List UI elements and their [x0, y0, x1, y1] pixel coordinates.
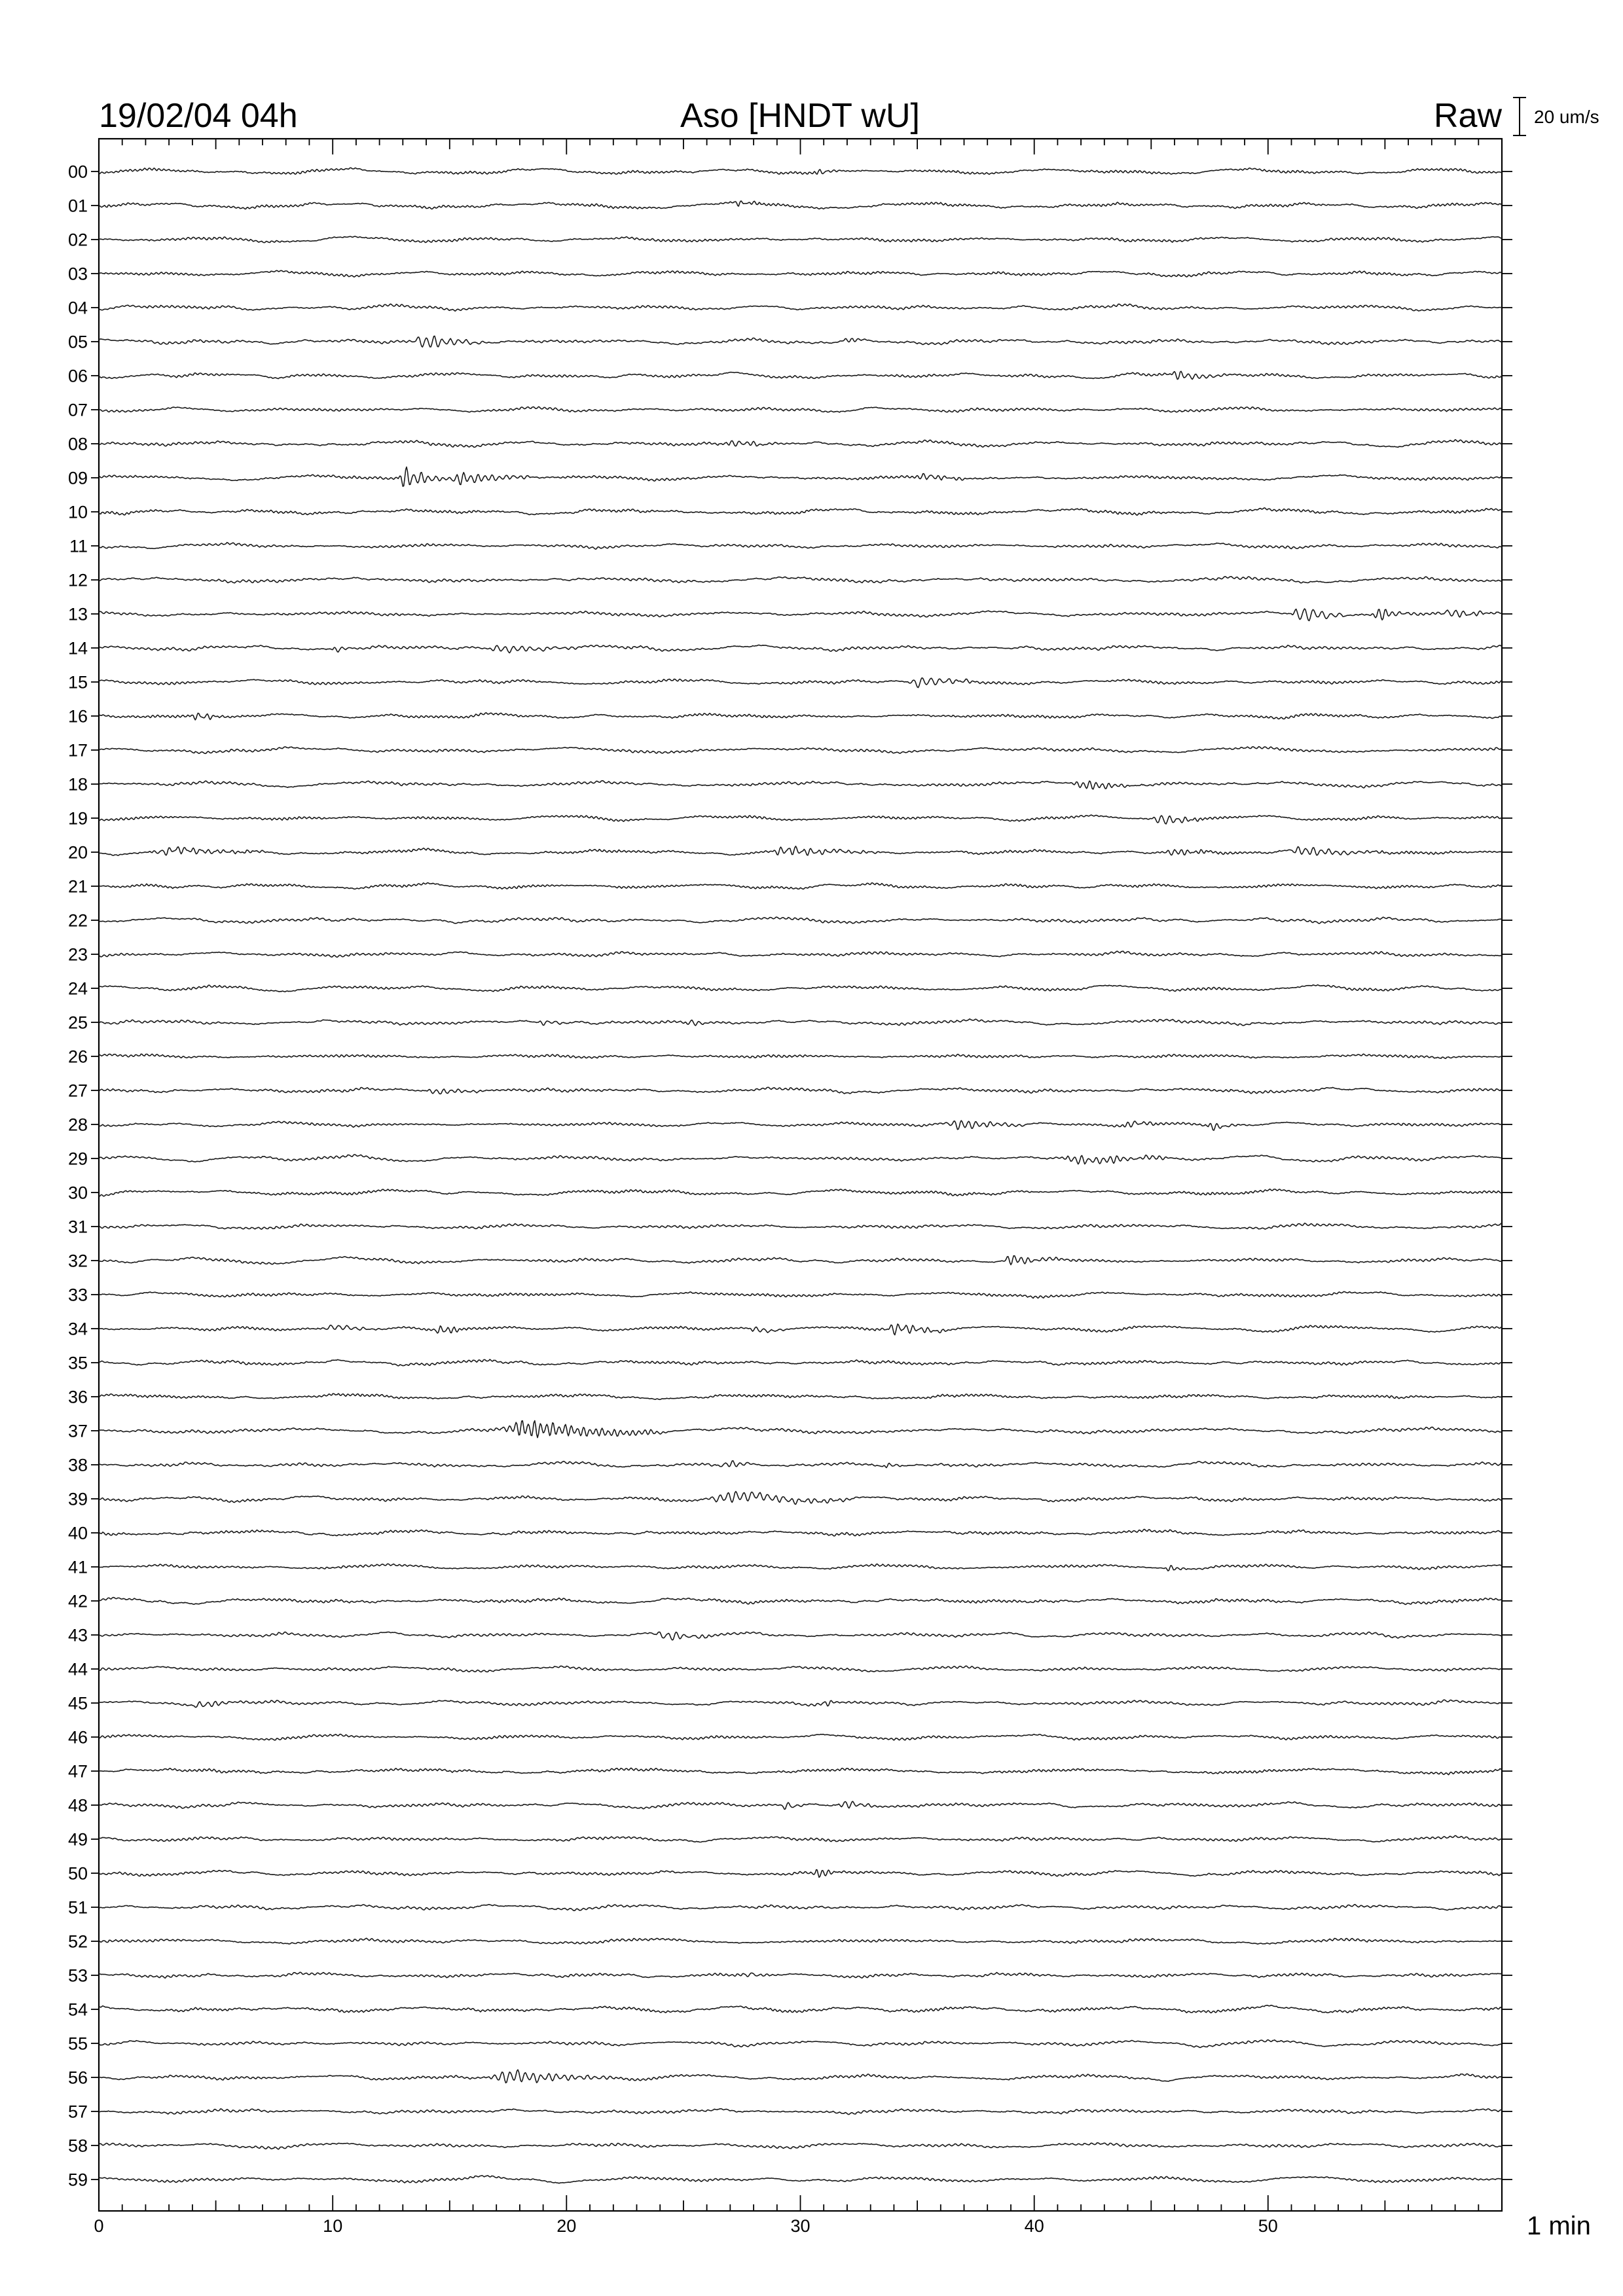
- row-label-23: 23: [67, 944, 88, 965]
- trace-22: [99, 917, 1502, 924]
- row-label-28: 28: [67, 1115, 88, 1135]
- row-label-10: 10: [67, 502, 88, 522]
- trace-37: [99, 1421, 1502, 1438]
- x-axis-ticks: [99, 139, 1502, 2211]
- row-label-46: 46: [67, 1727, 88, 1748]
- row-label-47: 47: [67, 1761, 88, 1782]
- trace-09: [99, 467, 1502, 487]
- row-label-57: 57: [67, 2102, 88, 2122]
- trace-27: [99, 1087, 1502, 1094]
- row-label-49: 49: [67, 1829, 88, 1850]
- row-label-05: 05: [67, 332, 88, 352]
- row-label-27: 27: [67, 1081, 88, 1101]
- row-label-43: 43: [67, 1625, 88, 1645]
- trace-12: [99, 577, 1502, 583]
- trace-39: [99, 1492, 1502, 1505]
- row-label-52: 52: [67, 1931, 88, 1952]
- trace-29: [99, 1155, 1502, 1164]
- row-label-22: 22: [67, 910, 88, 931]
- trace-00: [99, 168, 1502, 174]
- trace-20: [99, 846, 1502, 855]
- trace-31: [99, 1223, 1502, 1229]
- row-label-19: 19: [67, 808, 88, 829]
- x-tick-label-30: 30: [790, 2216, 811, 2236]
- row-label-04: 04: [67, 298, 88, 318]
- row-label-44: 44: [67, 1659, 88, 1679]
- x-tick-label-50: 50: [1258, 2216, 1278, 2236]
- row-label-03: 03: [67, 264, 88, 284]
- row-label-18: 18: [67, 774, 88, 795]
- trace-05: [99, 336, 1502, 347]
- trace-08: [99, 440, 1502, 448]
- x-tick-label-10: 10: [323, 2216, 343, 2236]
- row-label-42: 42: [67, 1591, 88, 1611]
- row-label-35: 35: [67, 1353, 88, 1373]
- x-tick-label-0: 0: [94, 2216, 104, 2236]
- trace-14: [99, 645, 1502, 653]
- row-label-14: 14: [67, 638, 88, 658]
- trace-49: [99, 1836, 1502, 1842]
- trace-56: [99, 2070, 1502, 2083]
- row-span-label: 1 min: [1527, 2212, 1591, 2240]
- trace-07: [99, 406, 1502, 412]
- row-label-08: 08: [67, 434, 88, 454]
- row-label-38: 38: [67, 1455, 88, 1475]
- row-label-09: 09: [67, 468, 88, 488]
- row-label-30: 30: [67, 1183, 88, 1203]
- row-label-53: 53: [67, 1965, 88, 1986]
- scale-bar: [1513, 98, 1526, 135]
- trace-52: [99, 1938, 1502, 1944]
- row-label-13: 13: [67, 604, 88, 624]
- trace-54: [99, 2005, 1502, 2013]
- trace-36: [99, 1393, 1502, 1399]
- trace-38: [99, 1461, 1502, 1468]
- trace-25: [99, 1019, 1502, 1026]
- trace-55: [99, 2040, 1502, 2048]
- row-label-11: 11: [69, 536, 88, 556]
- trace-02: [99, 236, 1502, 243]
- row-label-16: 16: [67, 706, 88, 726]
- row-label-06: 06: [67, 366, 88, 386]
- trace-03: [99, 270, 1502, 277]
- row-label-15: 15: [67, 672, 88, 692]
- x-tick-label-20: 20: [556, 2216, 577, 2236]
- row-label-33: 33: [67, 1285, 88, 1305]
- trace-58: [99, 2143, 1502, 2149]
- date-hour-label: 19/02/04 04h: [99, 97, 298, 135]
- row-label-51: 51: [67, 1897, 88, 1918]
- trace-17: [99, 747, 1502, 754]
- row-label-59: 59: [67, 2170, 88, 2190]
- trace-10: [99, 508, 1502, 515]
- row-label-31: 31: [67, 1217, 88, 1237]
- row-label-12: 12: [67, 570, 88, 590]
- chart-title: Aso [HNDT wU]: [680, 97, 920, 135]
- trace-57: [99, 2109, 1502, 2115]
- trace-26: [99, 1054, 1502, 1058]
- row-label-48: 48: [67, 1795, 88, 1816]
- row-label-17: 17: [67, 740, 88, 761]
- row-label-39: 39: [67, 1489, 88, 1509]
- trace-24: [99, 985, 1502, 992]
- trace-44: [99, 1666, 1502, 1672]
- row-label-02: 02: [67, 230, 88, 250]
- trace-41: [99, 1564, 1502, 1571]
- trace-30: [99, 1189, 1502, 1196]
- trace-35: [99, 1359, 1502, 1366]
- trace-04: [99, 304, 1502, 311]
- row-label-34: 34: [67, 1319, 88, 1339]
- row-label-45: 45: [67, 1693, 88, 1713]
- trace-33: [99, 1291, 1502, 1298]
- row-label-54: 54: [67, 2000, 88, 2020]
- trace-16: [99, 713, 1502, 720]
- row-label-07: 07: [67, 400, 88, 420]
- row-label-56: 56: [67, 2068, 88, 2088]
- trace-21: [99, 883, 1502, 889]
- trace-53: [99, 1972, 1502, 1978]
- row-label-21: 21: [67, 876, 88, 897]
- trace-46: [99, 1734, 1502, 1740]
- trace-28: [99, 1121, 1502, 1130]
- row-label-50: 50: [67, 1863, 88, 1884]
- trace-43: [99, 1632, 1502, 1640]
- scale-bar-label: 20 um/s: [1534, 107, 1599, 127]
- trace-13: [99, 609, 1502, 620]
- row-label-37: 37: [67, 1421, 88, 1441]
- mode-label: Raw: [1433, 97, 1502, 135]
- row-label-20: 20: [67, 842, 88, 863]
- row-label-41: 41: [67, 1557, 88, 1577]
- x-tick-label-40: 40: [1024, 2216, 1044, 2236]
- row-label-25: 25: [67, 1013, 88, 1033]
- trace-11: [99, 543, 1502, 549]
- row-label-58: 58: [67, 2136, 88, 2156]
- trace-18: [99, 781, 1502, 789]
- row-label-40: 40: [67, 1523, 88, 1543]
- row-label-24: 24: [67, 978, 88, 999]
- row-label-29: 29: [67, 1149, 88, 1169]
- row-label-26: 26: [67, 1047, 88, 1067]
- trace-32: [99, 1256, 1502, 1265]
- trace-06: [99, 371, 1502, 379]
- row-label-00: 00: [67, 162, 88, 182]
- trace-34: [99, 1324, 1502, 1335]
- trace-45: [99, 1700, 1502, 1707]
- trace-47: [99, 1768, 1502, 1774]
- trace-59: [99, 2176, 1502, 2183]
- trace-48: [99, 1801, 1502, 1809]
- trace-51: [99, 1905, 1502, 1911]
- plot-layer: [68, 98, 1526, 2236]
- trace-15: [99, 678, 1502, 688]
- trace-42: [99, 1598, 1502, 1605]
- trace-19: [99, 815, 1502, 824]
- trace-23: [99, 951, 1502, 957]
- trace-01: [99, 201, 1502, 209]
- trace-40: [99, 1530, 1502, 1536]
- trace-50: [99, 1870, 1502, 1878]
- row-label-55: 55: [67, 2034, 88, 2054]
- row-label-36: 36: [67, 1387, 88, 1407]
- row-label-32: 32: [67, 1251, 88, 1271]
- plot-frame: [99, 139, 1502, 2211]
- row-label-01: 01: [67, 196, 88, 216]
